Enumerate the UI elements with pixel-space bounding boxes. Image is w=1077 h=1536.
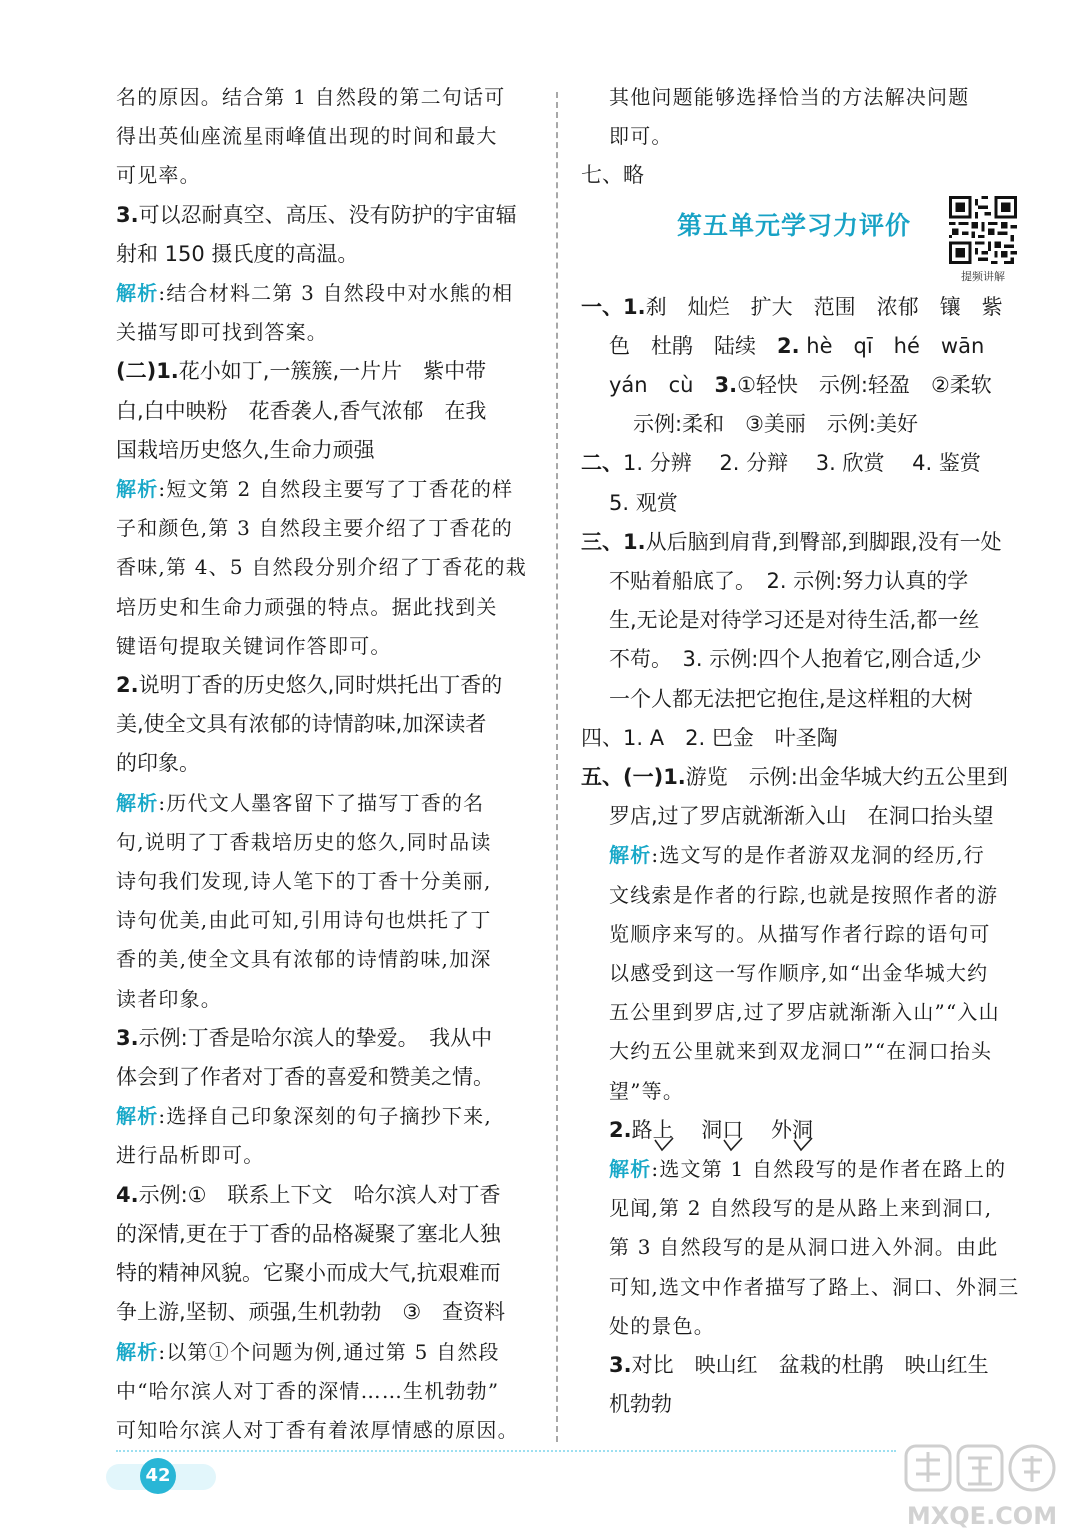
unit-header [581,196,1026,288]
analysis-item [116,1333,531,1372]
analysis-text: 键语句提取关键词作答即可。 [116,633,392,658]
analysis-text: 诗句优美,由此可知,引用诗句也烘托了丁 [116,908,492,933]
qr-label: 提频讲解 [961,269,1005,283]
answer-text: 不贴着船底了。 2. 示例:努力认真的学 [609,569,969,594]
answer-item [581,327,1026,366]
item-number: 二、 [581,451,623,476]
answer-text: 从后脑到肩背,到臀部,到脚跟,没有一处 [645,529,1002,554]
section-seven: 七、略 [581,163,644,188]
analysis-text: 可知,选文中作者描写了路上、洞口、外洞三 [609,1274,1020,1299]
answer-text: 争上游,坚韧、顽强,生机勃勃 ③ 查资料 [116,1300,506,1325]
analysis-text: 进行品析即可。 [116,1143,265,1168]
item-number: 三、1. [581,529,646,554]
answer-text: 罗店,过了罗店就渐渐入山 在洞口抬头望 [609,804,994,829]
analysis-item [116,470,531,509]
column-divider [556,92,558,1442]
checkmark-icon [793,1137,813,1153]
answer-text: 花小如丁,一簇簇,一片片 紫中带 [178,359,487,384]
analysis-text: 见闻,第 2 自然段写的是从路上来到洞口, [609,1196,993,1221]
answer-text: 示例:丁香是哈尔滨人的挚爱。 我从中 [138,1025,493,1050]
answer-text: 机勃勃 [609,1392,672,1417]
item-number: 2. [609,1117,632,1142]
answer-text: 射和 150 摄氏度的高温。 [116,241,359,266]
answer-item [116,196,531,235]
tick-answer [771,1111,813,1150]
answer-text: 四、1. A 2. 巴金 叶圣陶 [581,725,838,750]
checkmark-icon [654,1137,674,1153]
analysis-text: 香的美,使全文具有浓郁的诗情韵味,加深 [116,947,492,972]
answer-item [116,1176,531,1215]
answer-text: 洞口 [701,1117,744,1142]
analysis-text: :以第①个问题为例,通过第 5 自然段 [158,1339,500,1364]
answer-item [581,1111,1026,1150]
answer-text: 示例:① 联系上下文 哈尔滨人对丁香 [138,1182,501,1207]
qr-code-icon[interactable] [949,196,1017,264]
analysis-label: 解析 [116,790,159,815]
item-number: 3. [714,373,738,398]
analysis-label: 解析 [116,1104,159,1129]
analysis-text: 诗句我们发现,诗人笔下的丁香十分美丽, [116,869,492,894]
watermark-logo [898,1438,1068,1536]
analysis-text: 第 3 自然段写的是从洞口进入外洞。由此 [609,1235,999,1260]
tick-answer [632,1111,674,1150]
answer-text: 1. 分辨 2. 分辩 3. 欣赏 4. 鉴赏 [623,451,981,476]
analysis-text: :历代文人墨客留下了描写丁香的名 [158,790,485,815]
text-line: 即可。 [609,124,673,149]
item-number: 3. [116,202,139,227]
watermark-text: MXQE.COM [906,1502,1058,1530]
pinyin-text: hè qī hé wān [806,333,985,358]
answer-text: 体会到了作者对丁香的喜爱和赞美之情。 [116,1065,494,1090]
answer-text: 不苟。 3. 示例:四个人抱着它,刚合适,少 [609,647,982,672]
answer-text: 可以忍耐真空、高压、没有防护的宇宙辐 [138,202,517,227]
item-number: (二)1. [116,359,179,384]
item-number: 3. [609,1353,632,1378]
left-column [116,78,531,1450]
answer-text: 示例:柔和 ③美丽 示例:美好 [633,412,918,437]
analysis-text: 望”等。 [609,1078,685,1103]
page-footer [0,1438,1077,1536]
analysis-item [116,784,531,823]
tick-answer [701,1111,743,1150]
text-line: 名的原因。结合第 1 自然段的第二句话可 [116,85,506,109]
item-number: 一、1. [581,294,646,319]
analysis-text: 培历史和生命力顽强的特点。据此找到关 [116,594,498,619]
item-number: 五、(一)1. [581,765,686,790]
footer-rule [116,1450,896,1452]
answer-item [581,1346,1026,1385]
answer-text: 游览 示例:出金华城大约五公里到 [685,765,1008,790]
answer-text: 色 杜鹃 陆续 [609,333,756,358]
analysis-text: 句,说明了丁香栽培历史的悠久,同时品读 [116,829,492,854]
answer-text: 的深情,更在于丁香的品格凝聚了塞北人独 [116,1221,501,1246]
analysis-item [116,274,531,313]
analysis-text: :短文第 2 自然段主要写了丁香花的样 [158,477,514,502]
answer-text: 路上 [631,1117,674,1142]
text-line: 其他问题能够选择恰当的方法解决问题 [609,85,970,109]
text-line: 得出英仙座流星雨峰值出现的时间和最大 [116,124,498,149]
answer-text: 美,使全文具有浓郁的诗情韵味,加深读者 [116,712,487,737]
answer-text: 外洞 [770,1117,813,1142]
answer-text: 白,白中映粉 花香袭人,香气浓郁 在我 [116,398,487,423]
item-number: 4. [116,1182,139,1207]
analysis-text: :结合材料二第 3 自然段中对水熊的相 [158,281,514,306]
answer-text: 生,无论是对待学习还是对待生活,都一丝 [609,608,980,633]
answer-text: 5. 观赏 [609,490,678,515]
analysis-item [116,1097,531,1136]
page-number: 42 [140,1458,176,1494]
analysis-text: 以感受到这一写作顺序,如“出金华城大约 [609,961,989,986]
analysis-item [581,1150,1026,1189]
analysis-text: 览顺序来写的。从描写作者行踪的语句可 [609,921,991,946]
analysis-text: 处的景色。 [609,1313,715,1338]
analysis-text: 中“哈尔滨人对丁香的深情……生机勃勃” [116,1378,500,1403]
answer-item [116,1019,531,1058]
item-number: 3. [116,1025,139,1050]
analysis-label: 解析 [116,281,159,306]
answer-item [581,288,1026,327]
analysis-text: 关描写即可找到答案。 [116,320,328,345]
answer-text: 的印象。 [116,751,200,776]
answer-text: 一个人都无法把它抱住,是这样粗的大树 [609,686,973,711]
answer-text: ①轻快 示例:轻盈 ②柔软 [737,373,992,398]
pinyin-text: yán cù [609,373,694,398]
analysis-text: 子和颜色,第 3 自然段主要介绍了丁香花的 [116,516,513,541]
answer-item [581,444,1026,483]
answer-text: 特的精神风貌。它聚小而成大气,抗艰难而 [116,1261,501,1286]
answer-text: 刹 灿烂 扩大 范围 浓郁 镶 紫 [645,294,1003,319]
item-number: 2. [116,673,139,698]
text-line: 可见率。 [116,163,201,188]
item-number: 2. [777,333,800,358]
analysis-text: :选择自己印象深刻的句子摘抄下来, [158,1104,492,1129]
analysis-text: 五公里到罗店,过了罗店就渐渐入山”“入山 [609,1000,1000,1025]
answer-text: 说明丁香的历史悠久,同时烘托出丁香的 [138,673,503,698]
answer-item [581,523,1026,562]
answer-item [116,352,531,391]
analysis-text: 文线索是作者的行踪,也就是按照作者的游 [609,882,999,907]
unit-title: 第五单元学习力评价 [677,210,912,240]
analysis-label: 解析 [609,1157,652,1182]
answer-item [581,366,1026,405]
analysis-text: 大约五公里就来到双龙洞口”“在洞口抬头 [609,1039,993,1064]
analysis-text: 香味,第 4、5 自然段分别介绍了丁香花的栽 [116,555,527,580]
analysis-text: :选文写的是作者游双龙洞的经历,行 [651,843,985,868]
answer-text: 对比 映山红 盆栽的杜鹃 映山红生 [631,1353,989,1378]
right-column [581,78,1026,1425]
answer-item [116,666,531,705]
analysis-text: 可知哈尔滨人对丁香有着浓厚情感的原因。 [116,1417,519,1442]
analysis-item [581,836,1026,875]
analysis-label: 解析 [116,477,159,502]
answer-text: 国栽培历史悠久,生命力顽强 [116,437,375,462]
analysis-label: 解析 [116,1339,159,1364]
analysis-text: :选文第 1 自然段写的是作者在路上的 [651,1157,1007,1182]
checkmark-icon [723,1137,743,1153]
answer-item [581,758,1026,797]
analysis-text: 读者印象。 [116,986,222,1011]
analysis-label: 解析 [609,843,652,868]
